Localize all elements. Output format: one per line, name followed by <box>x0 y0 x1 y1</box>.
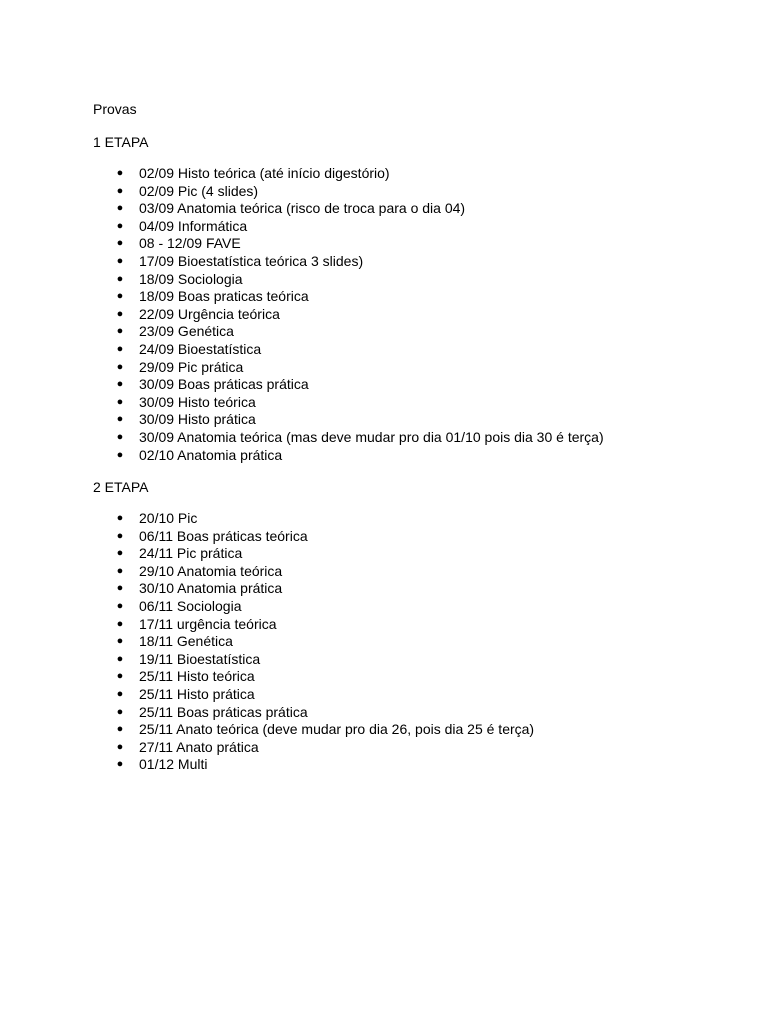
list-item-text: 08 - 12/09 FAVE <box>139 235 241 252</box>
list-item <box>93 200 733 218</box>
bullet-icon: ● <box>116 307 124 320</box>
list-item-text: 17/09 Bioestatística teórica 3 slides) <box>139 252 364 269</box>
bullet-icon: ● <box>116 547 124 560</box>
list-item <box>93 528 733 546</box>
list-item-text: 18/11 Genética <box>139 633 233 650</box>
list-item-text: 30/10 Anatomia prática <box>139 580 283 597</box>
spacer <box>93 464 733 478</box>
bullet-icon: ● <box>116 360 124 373</box>
bullet-icon: ● <box>116 202 124 215</box>
list-item-text: 17/11 urgência teórica <box>139 615 277 632</box>
list-item <box>93 651 733 669</box>
bullet-icon: ● <box>116 582 124 595</box>
list-item-text: 23/09 Genética <box>139 323 234 340</box>
list-item-text: 30/09 Boas práticas prática <box>139 376 309 393</box>
list-item <box>93 253 733 271</box>
document-title: Provas <box>93 101 137 117</box>
bullet-icon: ● <box>116 564 124 577</box>
list-item-text: 30/09 Anatomia teórica (mas deve mudar pro dia 01/10 pois dia 30 é terça) <box>139 428 604 445</box>
list-item-text: 25/11 Anato teórica (deve mudar pro dia 26, pois dia 25 é terça) <box>139 721 535 738</box>
list-item-text: 02/09 Histo teórica (até início digestório) <box>139 165 390 181</box>
list-item <box>93 704 733 722</box>
bullet-icon: ● <box>116 688 124 701</box>
list-item-text: 02/09 Pic (4 slides) <box>139 182 259 199</box>
list-item-text: 24/11 Pic prática <box>139 545 243 562</box>
bullet-icon: ● <box>116 219 124 232</box>
bullet-icon: ● <box>116 342 124 355</box>
section-heading: 1 ETAPA <box>93 134 149 150</box>
list-item-text: 25/11 Histo prática <box>139 686 255 703</box>
list-item-text: 27/11 Anato prática <box>139 738 259 755</box>
section-1-etapa <box>93 133 733 464</box>
list-item <box>93 411 733 429</box>
list-item-text: 25/11 Boas práticas prática <box>139 703 308 720</box>
section-heading: 2 ETAPA <box>93 479 149 496</box>
list-item <box>93 306 733 324</box>
list-item-text: 03/09 Anatomia teórica (risco de troca para o dia 04) <box>139 200 466 217</box>
list-item <box>93 633 733 651</box>
bullet-icon: ● <box>116 635 124 648</box>
exam-list-1-etapa <box>93 165 733 464</box>
bullet-icon: ● <box>116 325 124 338</box>
list-item <box>93 165 733 183</box>
list-item <box>93 756 733 774</box>
list-item-text: 25/11 Histo teórica <box>139 668 255 685</box>
list-item-text: 30/09 Histo teórica <box>139 393 256 410</box>
list-item-text: 19/11 Bioestatística <box>139 650 261 667</box>
list-item <box>93 429 733 447</box>
list-item-text: 24/09 Bioestatística <box>139 340 262 357</box>
list-item-text: 18/09 Boas praticas teórica <box>139 288 309 305</box>
list-item-text: 29/10 Anatomia teórica <box>139 562 283 579</box>
bullet-icon: ● <box>116 237 124 250</box>
list-item-text: 06/11 Sociologia <box>139 598 242 615</box>
bullet-icon: ● <box>116 740 124 753</box>
list-item <box>93 563 733 581</box>
list-item <box>93 183 733 201</box>
list-item <box>93 235 733 253</box>
spacer <box>93 118 733 133</box>
list-item <box>93 323 733 341</box>
list-item <box>93 510 733 528</box>
list-item-text: 20/10 Pic <box>139 510 198 527</box>
list-item-text: 29/09 Pic prática <box>139 358 244 375</box>
list-item <box>93 376 733 394</box>
bullet-icon: ● <box>116 617 124 630</box>
bullet-icon: ● <box>116 378 124 391</box>
list-item <box>93 545 733 563</box>
list-item-text: 02/10 Anatomia prática <box>139 446 283 463</box>
bullet-icon: ● <box>116 184 124 197</box>
list-item-text: 22/09 Urgência teórica <box>139 305 280 322</box>
list-item-text: 01/12 Multi <box>139 756 208 773</box>
bullet-icon: ● <box>116 512 124 525</box>
list-item <box>93 341 733 359</box>
spacer <box>93 496 733 510</box>
bullet-icon: ● <box>116 290 124 303</box>
bullet-icon: ● <box>116 413 124 426</box>
bullet-icon: ● <box>116 705 124 718</box>
list-item <box>93 359 733 377</box>
bullet-icon: ● <box>116 395 124 408</box>
list-item <box>93 447 733 465</box>
bullet-icon: ● <box>116 723 124 736</box>
list-item <box>93 580 733 598</box>
list-item <box>93 598 733 616</box>
bullet-icon: ● <box>116 600 124 613</box>
list-item <box>93 616 733 634</box>
bullet-icon: ● <box>116 167 124 179</box>
bullet-icon: ● <box>116 652 124 665</box>
bullet-icon: ● <box>116 448 124 461</box>
bullet-icon: ● <box>116 529 124 542</box>
list-item <box>93 668 733 686</box>
bullet-icon: ● <box>116 758 124 771</box>
bullet-icon: ● <box>116 254 124 267</box>
bullet-icon: ● <box>116 430 124 443</box>
list-item <box>93 721 733 739</box>
list-item <box>93 288 733 306</box>
list-item-text: 06/11 Boas práticas teórica <box>139 527 308 544</box>
bullet-icon: ● <box>116 272 124 285</box>
list-item <box>93 271 733 289</box>
list-item <box>93 394 733 412</box>
list-item <box>93 739 733 757</box>
list-item-text: 30/09 Histo prática <box>139 411 256 428</box>
list-item <box>93 686 733 704</box>
document-page <box>93 100 733 774</box>
list-item-text: 04/09 Informática <box>139 217 248 234</box>
spacer <box>93 151 733 165</box>
section-2-etapa <box>93 478 733 774</box>
bullet-icon: ● <box>116 670 124 683</box>
list-item <box>93 218 733 236</box>
list-item-text: 18/09 Sociologia <box>139 270 243 287</box>
exam-list-2-etapa <box>93 510 733 774</box>
